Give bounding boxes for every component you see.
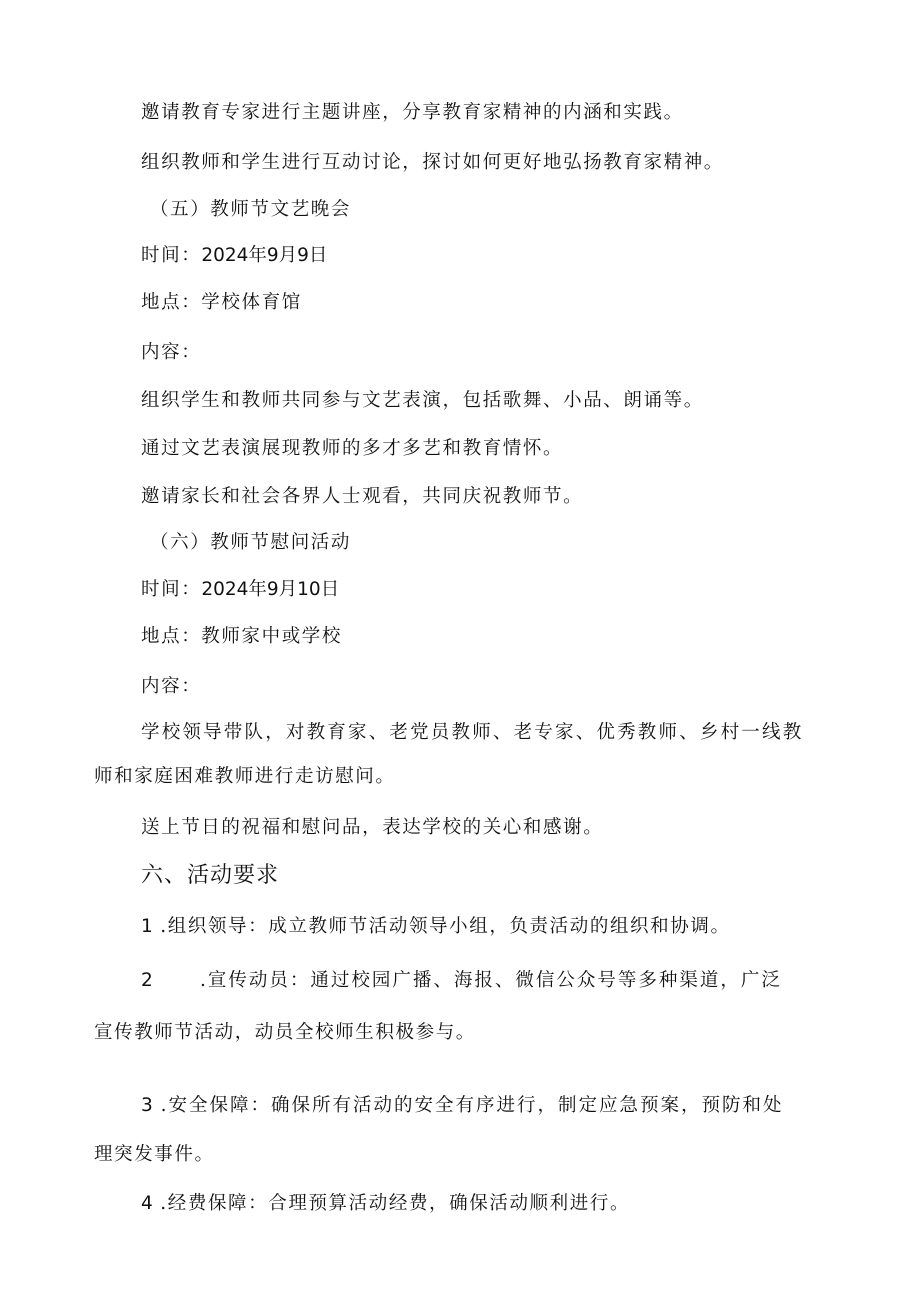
event6-item-2: 送上节日的祝福和慰问品，表达学校的关心和感谢。 xyxy=(141,817,604,838)
event5-place: 地点：学校体育馆 xyxy=(141,292,302,313)
event6-content-label: 内容： xyxy=(141,676,202,697)
event5-title: （五）教师节文艺晚会 xyxy=(150,199,352,220)
paragraph-lecture: 邀请教育专家进行主题讲座，分享教育家精神的内涵和实践。 xyxy=(141,102,684,123)
event6-title: （六）教师节慰问活动 xyxy=(150,532,352,553)
event5-content-label: 内容： xyxy=(141,342,202,363)
event6-item-1-line-2: 师和家庭困难教师进行走访慰问。 xyxy=(94,766,396,787)
event6-time-label: 时间： xyxy=(141,579,202,600)
requirement-3-text-line-2: 理突发事件。 xyxy=(94,1144,215,1165)
event6-place: 地点：教师家中或学校 xyxy=(141,626,343,647)
requirement-1-number: 1 xyxy=(141,916,153,937)
requirement-2-text-line-2: 宣传教师节活动，动员全校师生积极参与。 xyxy=(94,1022,476,1043)
event5-time-value: 2024年9月9日 xyxy=(201,245,328,266)
event5-item-3: 邀请家长和社会各界人士观看，共同庆祝教师节。 xyxy=(141,486,584,507)
requirement-3-text-line-1: .安全保障：确保所有活动的安全有序进行，制定应急预案，预防和处 xyxy=(160,1095,784,1116)
event5-time xyxy=(141,243,327,269)
requirement-1-text: .组织领导：成立教师节活动领导小组，负责活动的组织和协调。 xyxy=(160,916,731,937)
requirement-2-number: 2 xyxy=(141,970,153,991)
requirement-3 xyxy=(141,1093,784,1119)
requirement-3-number: 3 xyxy=(141,1095,153,1116)
requirement-4-number: 4 xyxy=(141,1193,153,1214)
requirement-1 xyxy=(141,914,731,940)
event5-item-1: 组织学生和教师共同参与文艺表演，包括歌舞、小品、朗诵等。 xyxy=(141,390,704,411)
event6-item-1-line-1: 学校领导带队，对教育家、老党员教师、老专家、优秀教师、乡村一线教 xyxy=(141,722,804,743)
event6-time xyxy=(141,577,339,603)
event6-time-value: 2024年9月10日 xyxy=(201,579,340,600)
section-heading: 六、活动要求 xyxy=(141,863,280,888)
requirement-2-text-line-1: .宣传动员：通过校园广播、海报、微信公众号等多种渠道，广泛 xyxy=(200,970,782,991)
requirement-4 xyxy=(141,1191,630,1217)
event5-item-2: 通过文艺表演展现教师的多才多艺和教育情怀。 xyxy=(141,438,564,459)
paragraph-discussion: 组织教师和学生进行互动讨论，探讨如何更好地弘扬教育家精神。 xyxy=(141,152,724,173)
requirement-4-text: .经费保障：合理预算活动经费，确保活动顺利进行。 xyxy=(160,1193,631,1214)
event5-time-label: 时间： xyxy=(141,245,202,266)
